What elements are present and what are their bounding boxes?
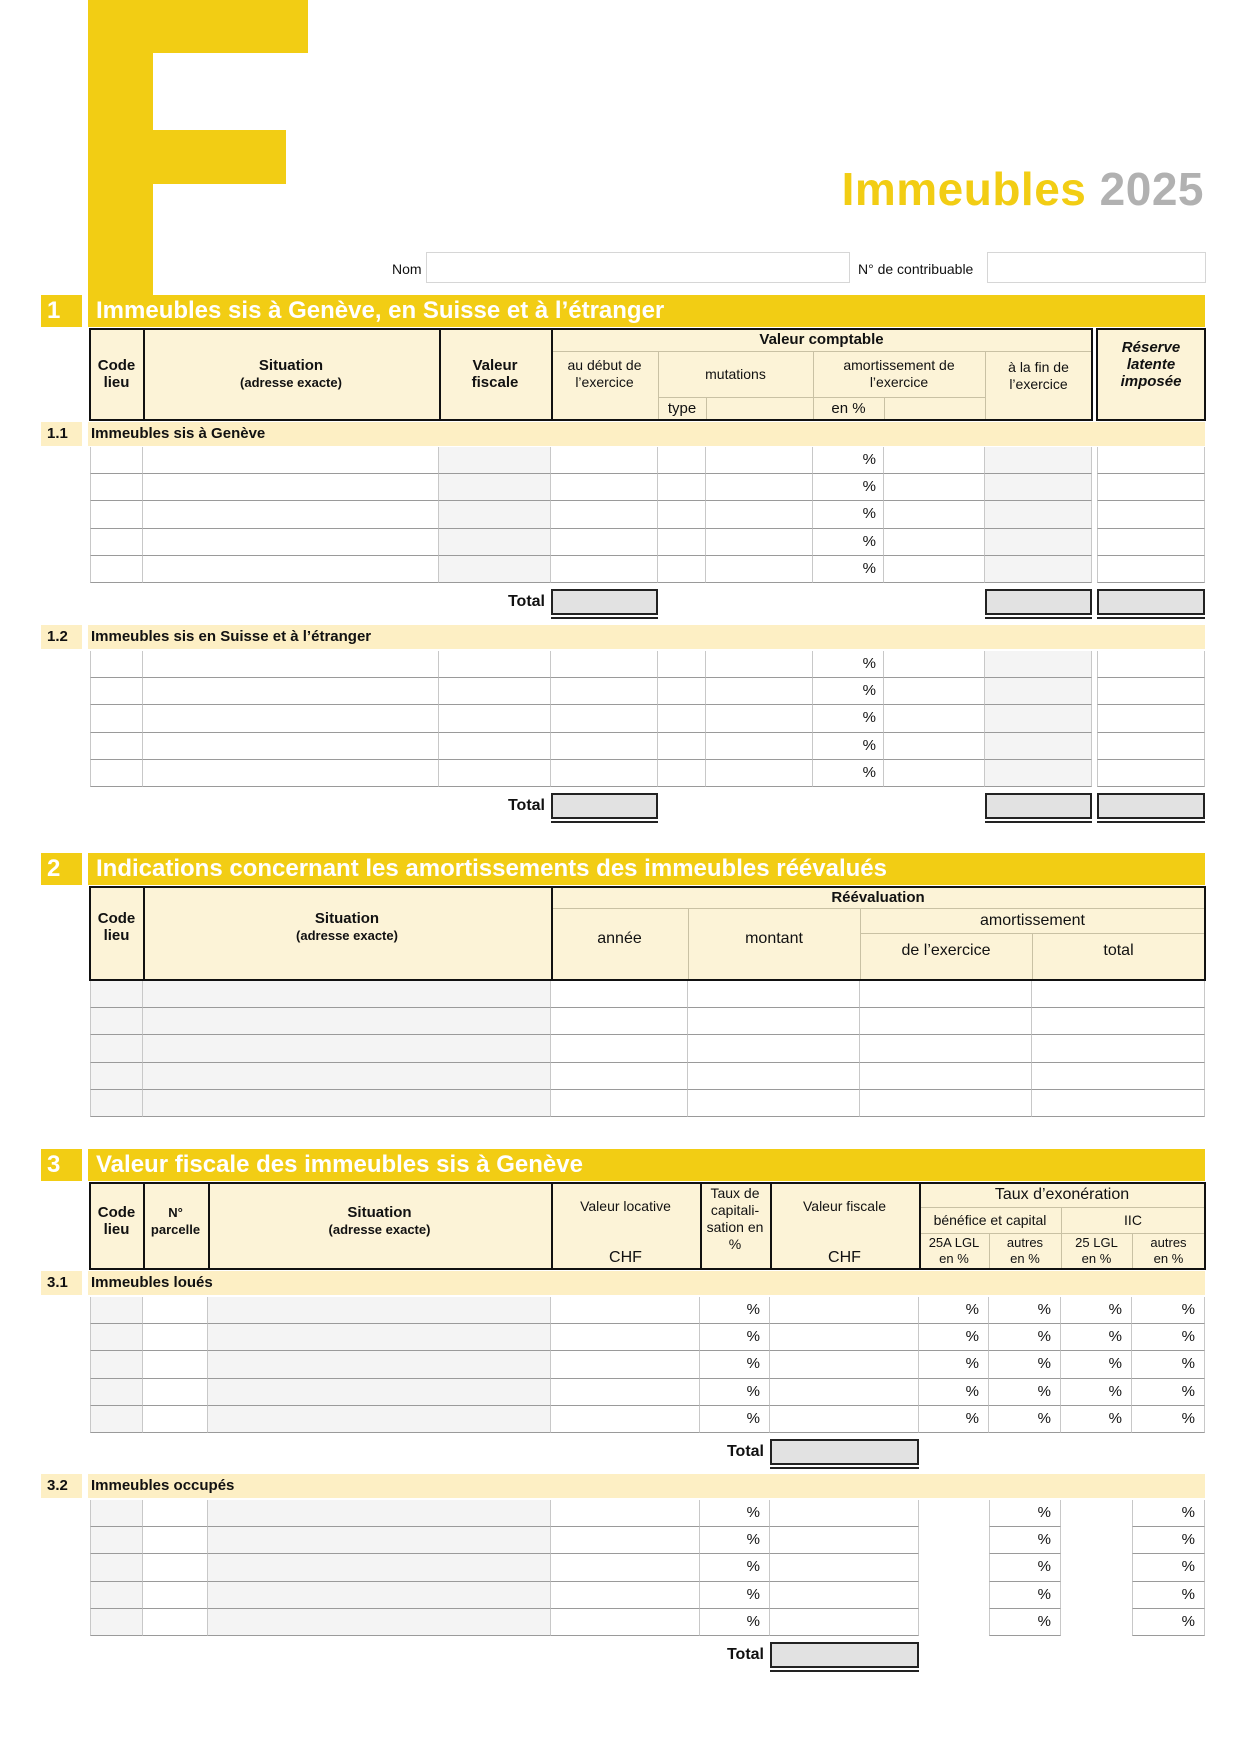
input-montant[interactable] [688, 1008, 860, 1035]
percent-sign: % [1181, 1383, 1195, 1400]
input-fin[interactable] [985, 501, 1092, 529]
header-benefice-capital: bénéfice et capital [933, 1211, 1047, 1228]
input-situation[interactable] [143, 678, 439, 705]
input-situation[interactable] [143, 529, 439, 556]
input-code-lieu[interactable] [90, 1582, 143, 1609]
total-valeur-fiscale[interactable] [551, 793, 658, 819]
percent-sign: % [965, 1383, 979, 1400]
input-valeur-locative[interactable] [551, 1500, 700, 1527]
input-valeur-fiscale[interactable] [439, 705, 551, 733]
percent-sign: % [1037, 1410, 1051, 1427]
header-fin: à la fin de l’exercice [1008, 358, 1069, 392]
input-situation[interactable] [208, 1406, 551, 1433]
header-autres-2: autres en % [1150, 1235, 1187, 1266]
input-amort-montant[interactable] [884, 447, 985, 474]
input-reserve[interactable] [1097, 733, 1205, 760]
input-valeur-fiscale[interactable] [439, 529, 551, 556]
input-fin[interactable] [985, 474, 1092, 501]
input-reserve[interactable] [1097, 651, 1205, 678]
input-mutation-type[interactable] [658, 447, 706, 474]
input-montant[interactable] [688, 1035, 860, 1063]
percent-sign: % [746, 1586, 760, 1603]
subsection-3-2-number: 3.2 [47, 1477, 68, 1494]
input-fin[interactable] [985, 705, 1092, 733]
header-situation-sub: (adresse exacte) [296, 928, 398, 943]
subsection-1-1-title: Immeubles sis à Genève [91, 425, 266, 442]
title-word: Immeubles [841, 163, 1087, 215]
input-code-lieu[interactable] [90, 1090, 143, 1117]
input-amort-total[interactable] [1032, 1063, 1205, 1090]
input-code-lieu[interactable] [90, 447, 143, 474]
header-code-lieu: Code lieu [97, 1203, 136, 1238]
input-mutation-montant[interactable] [706, 733, 813, 760]
percent-sign: % [746, 1328, 760, 1345]
input-amort-montant[interactable] [884, 733, 985, 760]
percent-sign: % [862, 709, 876, 726]
input-debut[interactable] [551, 651, 658, 678]
input-amort-montant[interactable] [884, 705, 985, 733]
input-code-lieu[interactable] [90, 501, 143, 529]
input-valeur-fiscale[interactable] [770, 1609, 919, 1636]
input-reserve[interactable] [1097, 529, 1205, 556]
input-valeur-locative[interactable] [551, 1609, 700, 1636]
input-code-lieu[interactable] [90, 1008, 143, 1035]
percent-sign: % [862, 451, 876, 468]
input-code-lieu[interactable] [90, 1527, 143, 1554]
input-amort-montant[interactable] [884, 501, 985, 529]
input-code-lieu[interactable] [90, 1379, 143, 1406]
header-montant: montant [745, 929, 803, 947]
input-amort-total[interactable] [1032, 1035, 1205, 1063]
input-parcelle[interactable] [143, 1379, 208, 1406]
header-situation [208, 1182, 551, 1259]
nom-input[interactable] [426, 252, 850, 283]
section-1-number: 1 [47, 297, 61, 324]
header-25a-lgl: 25A LGL en % [928, 1235, 980, 1266]
header-valeur-comptable: Valeur comptable [759, 331, 884, 348]
input-situation[interactable] [143, 651, 439, 678]
input-valeur-fiscale[interactable] [770, 1351, 919, 1379]
input-debut[interactable] [551, 678, 658, 705]
percent-sign: % [862, 533, 876, 550]
percent-sign: % [746, 1531, 760, 1548]
input-fin[interactable] [985, 447, 1092, 474]
input-mutation-type[interactable] [658, 556, 706, 583]
percent-sign: % [1108, 1328, 1122, 1345]
input-situation[interactable] [143, 981, 551, 1008]
title-year: 2025 [1099, 163, 1204, 215]
input-valeur-locative[interactable] [551, 1554, 700, 1582]
percent-sign: % [1037, 1355, 1051, 1372]
input-code-lieu[interactable] [90, 1554, 143, 1582]
header-amortissement: amortissement de l’exercice [843, 357, 955, 390]
page-title [842, 162, 1204, 216]
input-situation[interactable] [208, 1351, 551, 1379]
percent-sign: % [1181, 1504, 1195, 1521]
input-situation[interactable] [143, 1063, 551, 1090]
header-situation [143, 328, 439, 420]
input-fin[interactable] [985, 733, 1092, 760]
percent-sign: % [862, 764, 876, 781]
input-amort-montant[interactable] [884, 529, 985, 556]
input-code-lieu[interactable] [90, 1297, 143, 1324]
input-code-lieu[interactable] [90, 1324, 143, 1351]
input-mutation-montant[interactable] [706, 447, 813, 474]
input-amort-montant[interactable] [884, 556, 985, 583]
input-reserve[interactable] [1097, 760, 1205, 787]
subsection-1-1-number: 1.1 [47, 425, 68, 442]
input-amort-exercice[interactable] [860, 1008, 1032, 1035]
input-amort-total[interactable] [1032, 1090, 1205, 1117]
header-situation [143, 886, 551, 968]
header-type: type [667, 400, 697, 417]
input-mutation-type[interactable] [658, 474, 706, 501]
input-situation[interactable] [143, 1090, 551, 1117]
percent-sign: % [965, 1355, 979, 1372]
input-valeur-locative[interactable] [551, 1351, 700, 1379]
input-valeur-fiscale[interactable] [770, 1324, 919, 1351]
subsection-3-2-title: Immeubles occupés [91, 1477, 235, 1494]
input-annee[interactable] [551, 1090, 688, 1117]
input-valeur-fiscale[interactable] [439, 760, 551, 787]
input-valeur-fiscale[interactable] [770, 1406, 919, 1433]
section-2-title: Indications concernant les amortissements des immeubles réévalués [96, 855, 887, 882]
input-reserve[interactable] [1097, 705, 1205, 733]
percent-sign: % [746, 1613, 760, 1630]
header-25-lgl: 25 LGL en % [1075, 1235, 1118, 1266]
header-chf-1: CHF [609, 1248, 642, 1266]
input-annee[interactable] [551, 981, 688, 1008]
input-mutation-montant[interactable] [706, 501, 813, 529]
input-reserve[interactable] [1097, 447, 1205, 474]
input-debut[interactable] [551, 501, 658, 529]
header-reevaluation: Réévaluation [831, 888, 925, 906]
input-mutation-montant[interactable] [706, 760, 813, 787]
input-situation[interactable] [143, 474, 439, 501]
input-valeur-locative[interactable] [551, 1527, 700, 1554]
percent-sign: % [965, 1328, 979, 1345]
input-code-lieu[interactable] [90, 1063, 143, 1090]
input-valeur-locative[interactable] [551, 1379, 700, 1406]
percent-sign: % [862, 560, 876, 577]
input-mutation-montant[interactable] [706, 556, 813, 583]
input-situation[interactable] [143, 760, 439, 787]
header-annee: année [597, 929, 642, 947]
section-3-number: 3 [47, 1151, 61, 1178]
input-mutation-type[interactable] [658, 501, 706, 529]
input-mutation-type[interactable] [658, 529, 706, 556]
input-montant[interactable] [688, 1063, 860, 1090]
input-mutation-type[interactable] [658, 678, 706, 705]
input-debut[interactable] [551, 529, 658, 556]
total-reserve[interactable] [1097, 589, 1205, 615]
input-amort-exercice[interactable] [860, 981, 1032, 1008]
percent-sign: % [1037, 1531, 1051, 1548]
header-debut: au début de l’exercice [567, 357, 642, 390]
input-amort-montant[interactable] [884, 678, 985, 705]
input-code-lieu[interactable] [90, 981, 143, 1008]
input-situation[interactable] [143, 447, 439, 474]
input-code-lieu[interactable] [90, 1351, 143, 1379]
input-amort-exercice[interactable] [860, 1090, 1032, 1117]
header-en-pct: en % [831, 400, 866, 417]
percent-sign: % [1108, 1355, 1122, 1372]
subsection-3-1-title: Immeubles loués [91, 1274, 213, 1291]
input-fin[interactable] [985, 678, 1092, 705]
percent-sign: % [746, 1301, 760, 1318]
percent-sign: % [746, 1410, 760, 1427]
total-label: Total [726, 1646, 764, 1663]
header-amortissement: amortissement [980, 912, 1085, 929]
input-debut[interactable] [551, 556, 658, 583]
percent-sign: % [1037, 1301, 1051, 1318]
input-mutation-montant[interactable] [706, 474, 813, 501]
input-valeur-fiscale[interactable] [770, 1297, 919, 1324]
input-fin[interactable] [985, 556, 1092, 583]
header-taux-capitalisation: Taux de capitali-sation en % [706, 1184, 764, 1252]
subsection-3-1-band [88, 1271, 1205, 1295]
percent-sign: % [746, 1355, 760, 1372]
input-parcelle[interactable] [143, 1297, 208, 1324]
input-code-lieu[interactable] [90, 1035, 143, 1063]
input-valeur-fiscale[interactable] [770, 1527, 919, 1554]
subsection-1-2-title: Immeubles sis en Suisse et à l’étranger [91, 628, 372, 645]
percent-sign: % [1108, 1383, 1122, 1400]
input-parcelle[interactable] [143, 1324, 208, 1351]
percent-sign: % [862, 682, 876, 699]
input-parcelle[interactable] [143, 1406, 208, 1433]
total-valeur-fiscale[interactable] [770, 1439, 919, 1465]
input-reserve[interactable] [1097, 474, 1205, 501]
percent-sign: % [1037, 1613, 1051, 1630]
input-code-lieu[interactable] [90, 474, 143, 501]
header-iic: IIC [1124, 1211, 1142, 1228]
input-reserve[interactable] [1097, 501, 1205, 529]
input-valeur-locative[interactable] [551, 1324, 700, 1351]
percent-sign: % [1181, 1531, 1195, 1548]
percent-sign: % [1181, 1586, 1195, 1603]
input-situation[interactable] [208, 1297, 551, 1324]
subsection-3-2-band [88, 1474, 1205, 1498]
header-reserve: Réserve latente imposée [1120, 338, 1182, 390]
percent-sign: % [1037, 1558, 1051, 1575]
input-mutation-type[interactable] [658, 705, 706, 733]
contribuable-input[interactable] [987, 252, 1206, 283]
input-code-lieu[interactable] [90, 760, 143, 787]
input-valeur-fiscale[interactable] [439, 556, 551, 583]
header-valeur-fiscale: Valeur fiscale [471, 357, 519, 391]
header-de-exercice: de l’exercice [901, 942, 991, 959]
input-valeur-fiscale[interactable] [439, 447, 551, 474]
input-code-lieu[interactable] [90, 556, 143, 583]
percent-sign: % [746, 1558, 760, 1575]
input-situation[interactable] [208, 1582, 551, 1609]
header-situation-title: Situation [347, 1203, 412, 1221]
percent-sign: % [862, 505, 876, 522]
header-situation-sub: (adresse exacte) [328, 1221, 431, 1237]
total-valeur-fiscale[interactable] [551, 589, 658, 615]
total-fin-exercice[interactable] [985, 589, 1092, 615]
input-valeur-fiscale[interactable] [770, 1379, 919, 1406]
input-debut[interactable] [551, 447, 658, 474]
input-code-lieu[interactable] [90, 651, 143, 678]
percent-sign: % [1181, 1328, 1195, 1345]
input-mutation-montant[interactable] [706, 529, 813, 556]
input-mutation-type[interactable] [658, 760, 706, 787]
nom-label: Nom [392, 261, 422, 277]
input-valeur-fiscale[interactable] [439, 651, 551, 678]
input-code-lieu[interactable] [90, 678, 143, 705]
input-debut[interactable] [551, 705, 658, 733]
input-code-lieu[interactable] [90, 529, 143, 556]
percent-sign: % [1037, 1328, 1051, 1345]
input-reserve[interactable] [1097, 678, 1205, 705]
header-autres-1: autres en % [1006, 1235, 1044, 1266]
input-parcelle[interactable] [143, 1582, 208, 1609]
total-label: Total [726, 1443, 764, 1460]
total-label: Total [507, 593, 545, 610]
input-situation[interactable] [208, 1527, 551, 1554]
input-parcelle[interactable] [143, 1500, 208, 1527]
input-code-lieu[interactable] [90, 1500, 143, 1527]
header-total: total [1103, 942, 1134, 959]
percent-sign: % [862, 737, 876, 754]
percent-sign: % [1181, 1613, 1195, 1630]
input-situation[interactable] [208, 1609, 551, 1636]
header-code-lieu: Code lieu [97, 357, 136, 391]
input-valeur-fiscale[interactable] [770, 1500, 919, 1527]
percent-sign: % [862, 655, 876, 672]
input-situation[interactable] [143, 1008, 551, 1035]
input-situation[interactable] [208, 1324, 551, 1351]
input-parcelle[interactable] [143, 1609, 208, 1636]
percent-sign: % [862, 478, 876, 495]
percent-sign: % [1108, 1410, 1122, 1427]
percent-sign: % [965, 1410, 979, 1427]
input-code-lieu[interactable] [90, 733, 143, 760]
header-valeur-locative: Valeur locative [580, 1197, 671, 1214]
contribuable-label: N° de contribuable [858, 261, 974, 277]
input-valeur-fiscale[interactable] [439, 678, 551, 705]
header-parcelle: N° parcelle [150, 1204, 201, 1237]
input-annee[interactable] [551, 1008, 688, 1035]
percent-sign: % [1181, 1558, 1195, 1575]
input-fin[interactable] [985, 760, 1092, 787]
header-situation-title: Situation [258, 357, 324, 374]
total-reserve[interactable] [1097, 793, 1205, 819]
input-code-lieu[interactable] [90, 1406, 143, 1433]
input-mutation-montant[interactable] [706, 651, 813, 678]
header-situation-title: Situation [314, 910, 380, 927]
input-valeur-locative[interactable] [551, 1582, 700, 1609]
input-situation[interactable] [143, 705, 439, 733]
percent-sign: % [1037, 1586, 1051, 1603]
input-valeur-locative[interactable] [551, 1406, 700, 1433]
section-3-title: Valeur fiscale des immeubles sis à Genève [96, 1151, 583, 1178]
input-annee[interactable] [551, 1063, 688, 1090]
input-situation[interactable] [208, 1500, 551, 1527]
input-reserve[interactable] [1097, 556, 1205, 583]
subsection-3-1-number: 3.1 [47, 1274, 68, 1291]
input-amort-montant[interactable] [884, 651, 985, 678]
header-code-lieu: Code lieu [97, 910, 136, 944]
percent-sign: % [1181, 1301, 1195, 1318]
input-valeur-fiscale[interactable] [439, 474, 551, 501]
input-debut[interactable] [551, 760, 658, 787]
input-mutation-montant[interactable] [706, 705, 813, 733]
input-fin[interactable] [985, 651, 1092, 678]
input-code-lieu[interactable] [90, 705, 143, 733]
percent-sign: % [746, 1383, 760, 1400]
input-valeur-fiscale[interactable] [439, 501, 551, 529]
input-amort-montant[interactable] [884, 760, 985, 787]
percent-sign: % [1037, 1504, 1051, 1521]
total-fin-exercice[interactable] [985, 793, 1092, 819]
input-parcelle[interactable] [143, 1554, 208, 1582]
input-amort-total[interactable] [1032, 981, 1205, 1008]
input-mutation-montant[interactable] [706, 678, 813, 705]
percent-sign: % [746, 1504, 760, 1521]
total-valeur-fiscale[interactable] [770, 1642, 919, 1668]
percent-sign: % [1108, 1301, 1122, 1318]
input-debut[interactable] [551, 733, 658, 760]
input-annee[interactable] [551, 1035, 688, 1063]
input-situation[interactable] [143, 1035, 551, 1063]
input-valeur-fiscale[interactable] [770, 1554, 919, 1582]
percent-sign: % [1037, 1383, 1051, 1400]
input-situation[interactable] [143, 733, 439, 760]
input-situation[interactable] [143, 556, 439, 583]
input-situation[interactable] [143, 501, 439, 529]
input-code-lieu[interactable] [90, 1609, 143, 1636]
input-valeur-locative[interactable] [551, 1297, 700, 1324]
input-parcelle[interactable] [143, 1527, 208, 1554]
input-amort-exercice[interactable] [860, 1035, 1032, 1063]
input-debut[interactable] [551, 474, 658, 501]
header-chf-2: CHF [828, 1248, 861, 1266]
subsection-1-2-number: 1.2 [47, 628, 68, 645]
input-situation[interactable] [208, 1379, 551, 1406]
input-situation[interactable] [208, 1554, 551, 1582]
input-mutation-type[interactable] [658, 651, 706, 678]
total-label: Total [507, 797, 545, 814]
section-1-title: Immeubles sis à Genève, en Suisse et à l’étranger [96, 297, 665, 324]
input-amort-total[interactable] [1032, 1008, 1205, 1035]
section-2-number: 2 [47, 855, 61, 882]
input-valeur-fiscale[interactable] [770, 1582, 919, 1609]
header-situation-sub: (adresse exacte) [240, 375, 342, 390]
percent-sign: % [1181, 1410, 1195, 1427]
input-montant[interactable] [688, 981, 860, 1008]
input-parcelle[interactable] [143, 1351, 208, 1379]
input-amort-montant[interactable] [884, 474, 985, 501]
header-mutations: mutations [705, 365, 766, 382]
input-valeur-fiscale[interactable] [439, 733, 551, 760]
header-valeur-fiscale: Valeur fiscale [802, 1197, 886, 1214]
input-montant[interactable] [688, 1090, 860, 1117]
header-taux-exoneration: Taux d’exonération [994, 1186, 1130, 1203]
percent-sign: % [1181, 1355, 1195, 1372]
percent-sign: % [965, 1301, 979, 1318]
input-mutation-type[interactable] [658, 733, 706, 760]
input-amort-exercice[interactable] [860, 1063, 1032, 1090]
input-fin[interactable] [985, 529, 1092, 556]
